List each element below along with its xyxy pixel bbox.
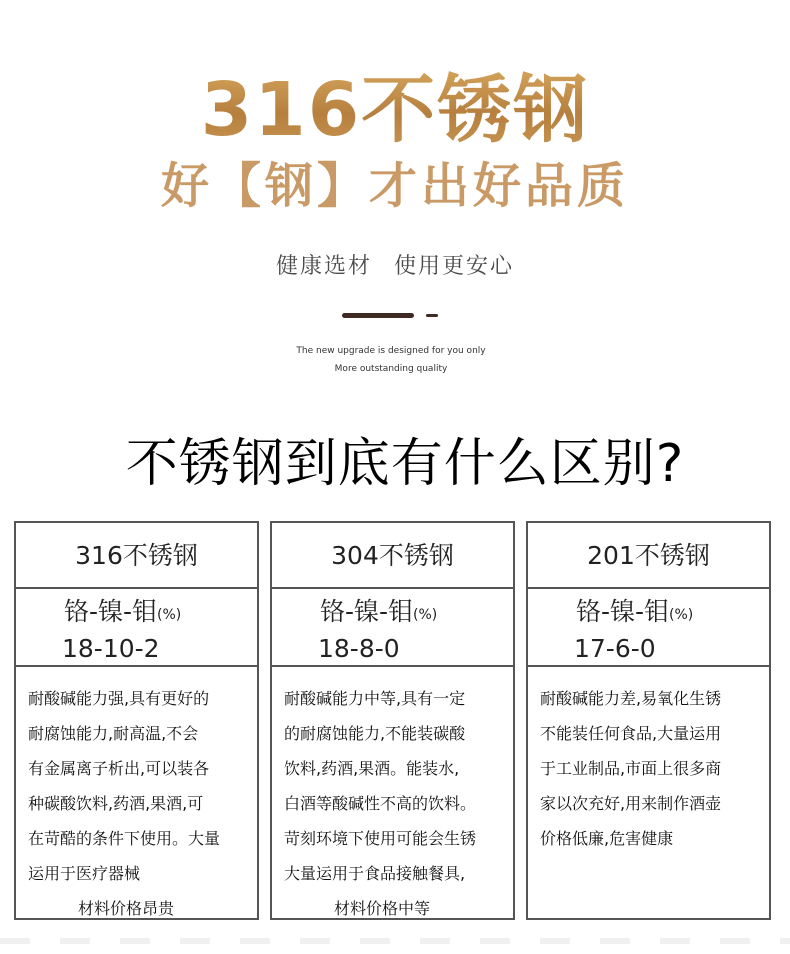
description-line: 价格低廉,危害健康	[540, 829, 674, 848]
description-line: 白酒等酸碱性不高的饮料。	[284, 794, 477, 813]
composition-value: 18-8-0	[318, 634, 400, 663]
column-304	[270, 521, 515, 920]
description-line: 饮料,药酒,果酒。能装水,	[284, 759, 460, 778]
english-line-2: More outstanding quality	[334, 364, 448, 374]
price-note: 材料价格昂贵	[78, 899, 175, 918]
composition-unit: (%)	[157, 607, 182, 623]
composition-cell	[16, 589, 257, 667]
description-line: 耐酸碱能力中等,具有一定	[284, 689, 466, 708]
tagline-safe: 使用更安心	[394, 254, 515, 279]
price-note: 材料价格中等	[334, 899, 431, 918]
composition-label: 铬-镍-钼	[576, 597, 670, 626]
divider-long	[342, 313, 414, 318]
description-cell	[272, 667, 513, 926]
hero-title: 316不锈钢	[0, 70, 790, 150]
composition-label: 铬-镍-钼	[64, 597, 158, 626]
description-line: 于工业制品,市面上很多商	[540, 759, 722, 778]
description-line: 耐腐蚀能力,耐高温,不会	[28, 724, 199, 743]
composition-cell	[272, 589, 513, 667]
composition-cell	[528, 589, 769, 667]
tagline-health: 健康选材	[275, 254, 372, 279]
description-line: 不能装任何食品,大量运用	[540, 724, 722, 743]
description-line: 耐酸碱能力强,具有更好的	[28, 689, 210, 708]
column-201	[526, 521, 771, 920]
hero-subtitle: 好【钢】才出好品质	[160, 158, 629, 214]
description-line: 苛刻环境下使用可能会生锈	[284, 829, 477, 848]
description-line: 的耐腐蚀能力,不能装碳酸	[284, 724, 466, 743]
composition-unit: (%)	[669, 607, 694, 623]
description-cell	[16, 667, 257, 926]
composition-value: 18-10-2	[62, 634, 160, 663]
description-line: 大量运用于食品接触餐具,	[284, 864, 466, 883]
composition-value: 17-6-0	[574, 634, 656, 663]
description-line: 种碳酸饮料,药酒,果酒,可	[28, 794, 204, 813]
column-header: 201不锈钢	[528, 523, 769, 589]
column-316	[14, 521, 259, 920]
description-line: 运用于医疗器械	[28, 864, 141, 883]
divider-short	[426, 314, 438, 317]
composition-unit: (%)	[413, 607, 438, 623]
column-header: 304不锈钢	[272, 523, 513, 589]
composition-label: 铬-镍-钼	[320, 597, 414, 626]
column-header: 316不锈钢	[16, 523, 257, 589]
description-line: 家以次充好,用来制作酒壶	[540, 794, 722, 813]
description-line: 有金属离子析出,可以装各	[28, 759, 210, 778]
hero-tagline	[0, 252, 790, 282]
english-line-1: The new upgrade is designed for you only	[296, 346, 486, 356]
description-line: 在苛酷的条件下使用。大量	[28, 829, 221, 848]
bottom-faint-strip	[0, 938, 790, 944]
description-cell	[528, 667, 769, 856]
comparison-question: 不锈钢到底有什么区别?	[125, 434, 685, 494]
description-line: 耐酸碱能力差,易氧化生锈	[540, 689, 722, 708]
